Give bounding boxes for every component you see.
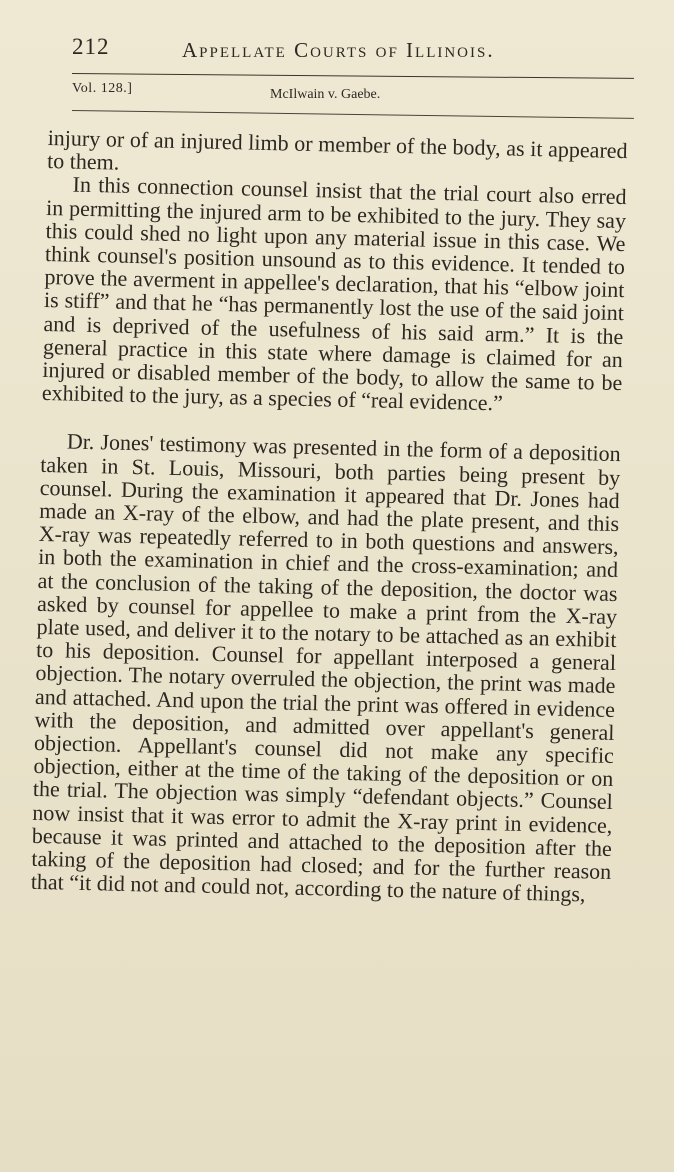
paragraph-1: injury or of an injured limb or member of the body, as it appeared to them. [46, 125, 628, 175]
running-title: Appellate Courts of Illinois. [182, 38, 495, 62]
paragraph-2: In this connection counsel insist that the trial court also erred in permitting the injured arm to be exhibited to the jury. They say this could shed no light upon any material issue in this case. We think counsel's position unsound as to this evidence. It tended to prove the averment in appellee's declaration, that his “elbow joint is stiff” and that he “has permanently lost the use of the said joint and is deprived of the usefulness of his said arm.” It is the general practice in this state where damage is claimed for an injured or disabled member of the body, to allow the same to be exhibited to the jury, as a species of “real evidence.” [41, 171, 627, 416]
paragraph-3: Dr. Jones' testimony was presented in the form of a deposition taken in St. Louis, Missouri, both parties being present by counsel. During the examination it appeared that Dr. Jones had made an X-ray of the elbow, and had the plate present, and this X-ray was repeatedly referred to in both questions and answers, in both the examination in chief and the cross-examination; and at the conclusion of the taking of the deposition, the doctor was asked by counsel for appellee to make a print from the X-ray plate used, and deliver it to the notary to be attached as an exhibit to his deposition. Counsel for appellant interposed a general objection. The notary overruled the objection, the print was made and attached. And upon the trial the print was offered in evidence with the deposition, and admitted over appellant's general objection. Appellant's counsel did not make any specific objection, either at the time of the taking of the deposition or on the trial. The objection was simply “defendant objects.” Counsel now insist that it was error to admit the X-ray print in evidence, because it was printed and attached to the deposition after the taking of the deposition had closed; and for the further reason that “it did not and could not, according to the nature of things, [30, 428, 621, 907]
volume-label: Vol. 128.] [72, 81, 133, 96]
sub-header [72, 81, 632, 105]
sub-header-rule [72, 110, 634, 119]
body-text [31, 126, 628, 906]
case-title: McIlwain v. Gaebe. [270, 87, 381, 102]
page-header [72, 34, 632, 74]
page-number: 212 [72, 34, 110, 59]
